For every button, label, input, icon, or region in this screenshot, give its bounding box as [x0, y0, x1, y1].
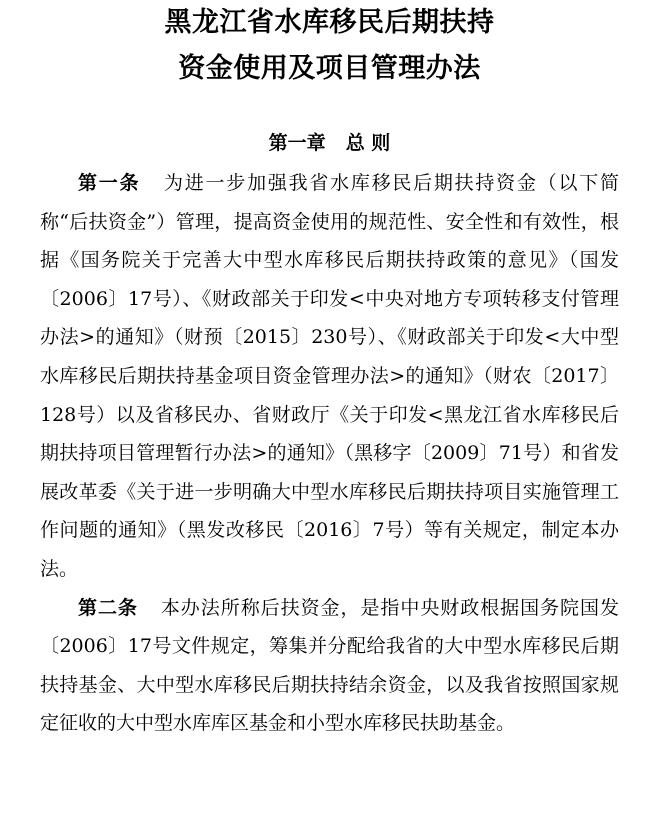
- chapter-heading: [40, 130, 619, 156]
- article-2-label: 第二条: [78, 596, 138, 619]
- title-line-1: 黑龙江省水库移民后期扶持: [164, 7, 495, 38]
- article-2-text: 本办法所称后扶资金，是指中央财政根据国务院国发〔2006〕17号文件规定，筹集并分配给我省的大中型水库移民后期扶持基金、大中型水库移民后期扶持结余资金，以及我省按照国家规定征收的大中型水库库区基金和小型水库移民扶助基金。: [40, 596, 619, 735]
- chapter-name: 总 则: [345, 132, 391, 154]
- article-1-text: 为进一步加强我省水库移民后期扶持资金（以下简称“后扶资金”）管理，提高资金使用的规范性、安全性和有效性，根据《国务院关于完善大中型水库移民后期扶持政策的意见》（国发〔2006〕17号）、《财政部关于印发<中央对地方专项转移支付管理办法>的通知》（财预〔2015〕230号）、《财政部关于印发<大中型水库移民后期扶持基金项目资金管理办法>的通知》（财农〔2017〕128号）以及省移民办、省财政厅《关于印发<黑龙江省水库移民后期扶持项目管理暂行办法>的通知》（黑移字〔2009〕71号）和省发展改革委《关于进一步明确大中型水库移民后期扶持项目实施管理工作问题的通知》（黑发改移民〔2016〕7号）等有关规定，制定本办法。: [40, 172, 619, 580]
- document-title: [40, 0, 619, 92]
- chapter-number: 第一章: [268, 132, 326, 154]
- article-2: [40, 589, 619, 743]
- article-1-label: 第一条: [78, 172, 141, 194]
- title-line-2: 资金使用及项目管理办法: [178, 53, 481, 84]
- article-1: [40, 164, 619, 589]
